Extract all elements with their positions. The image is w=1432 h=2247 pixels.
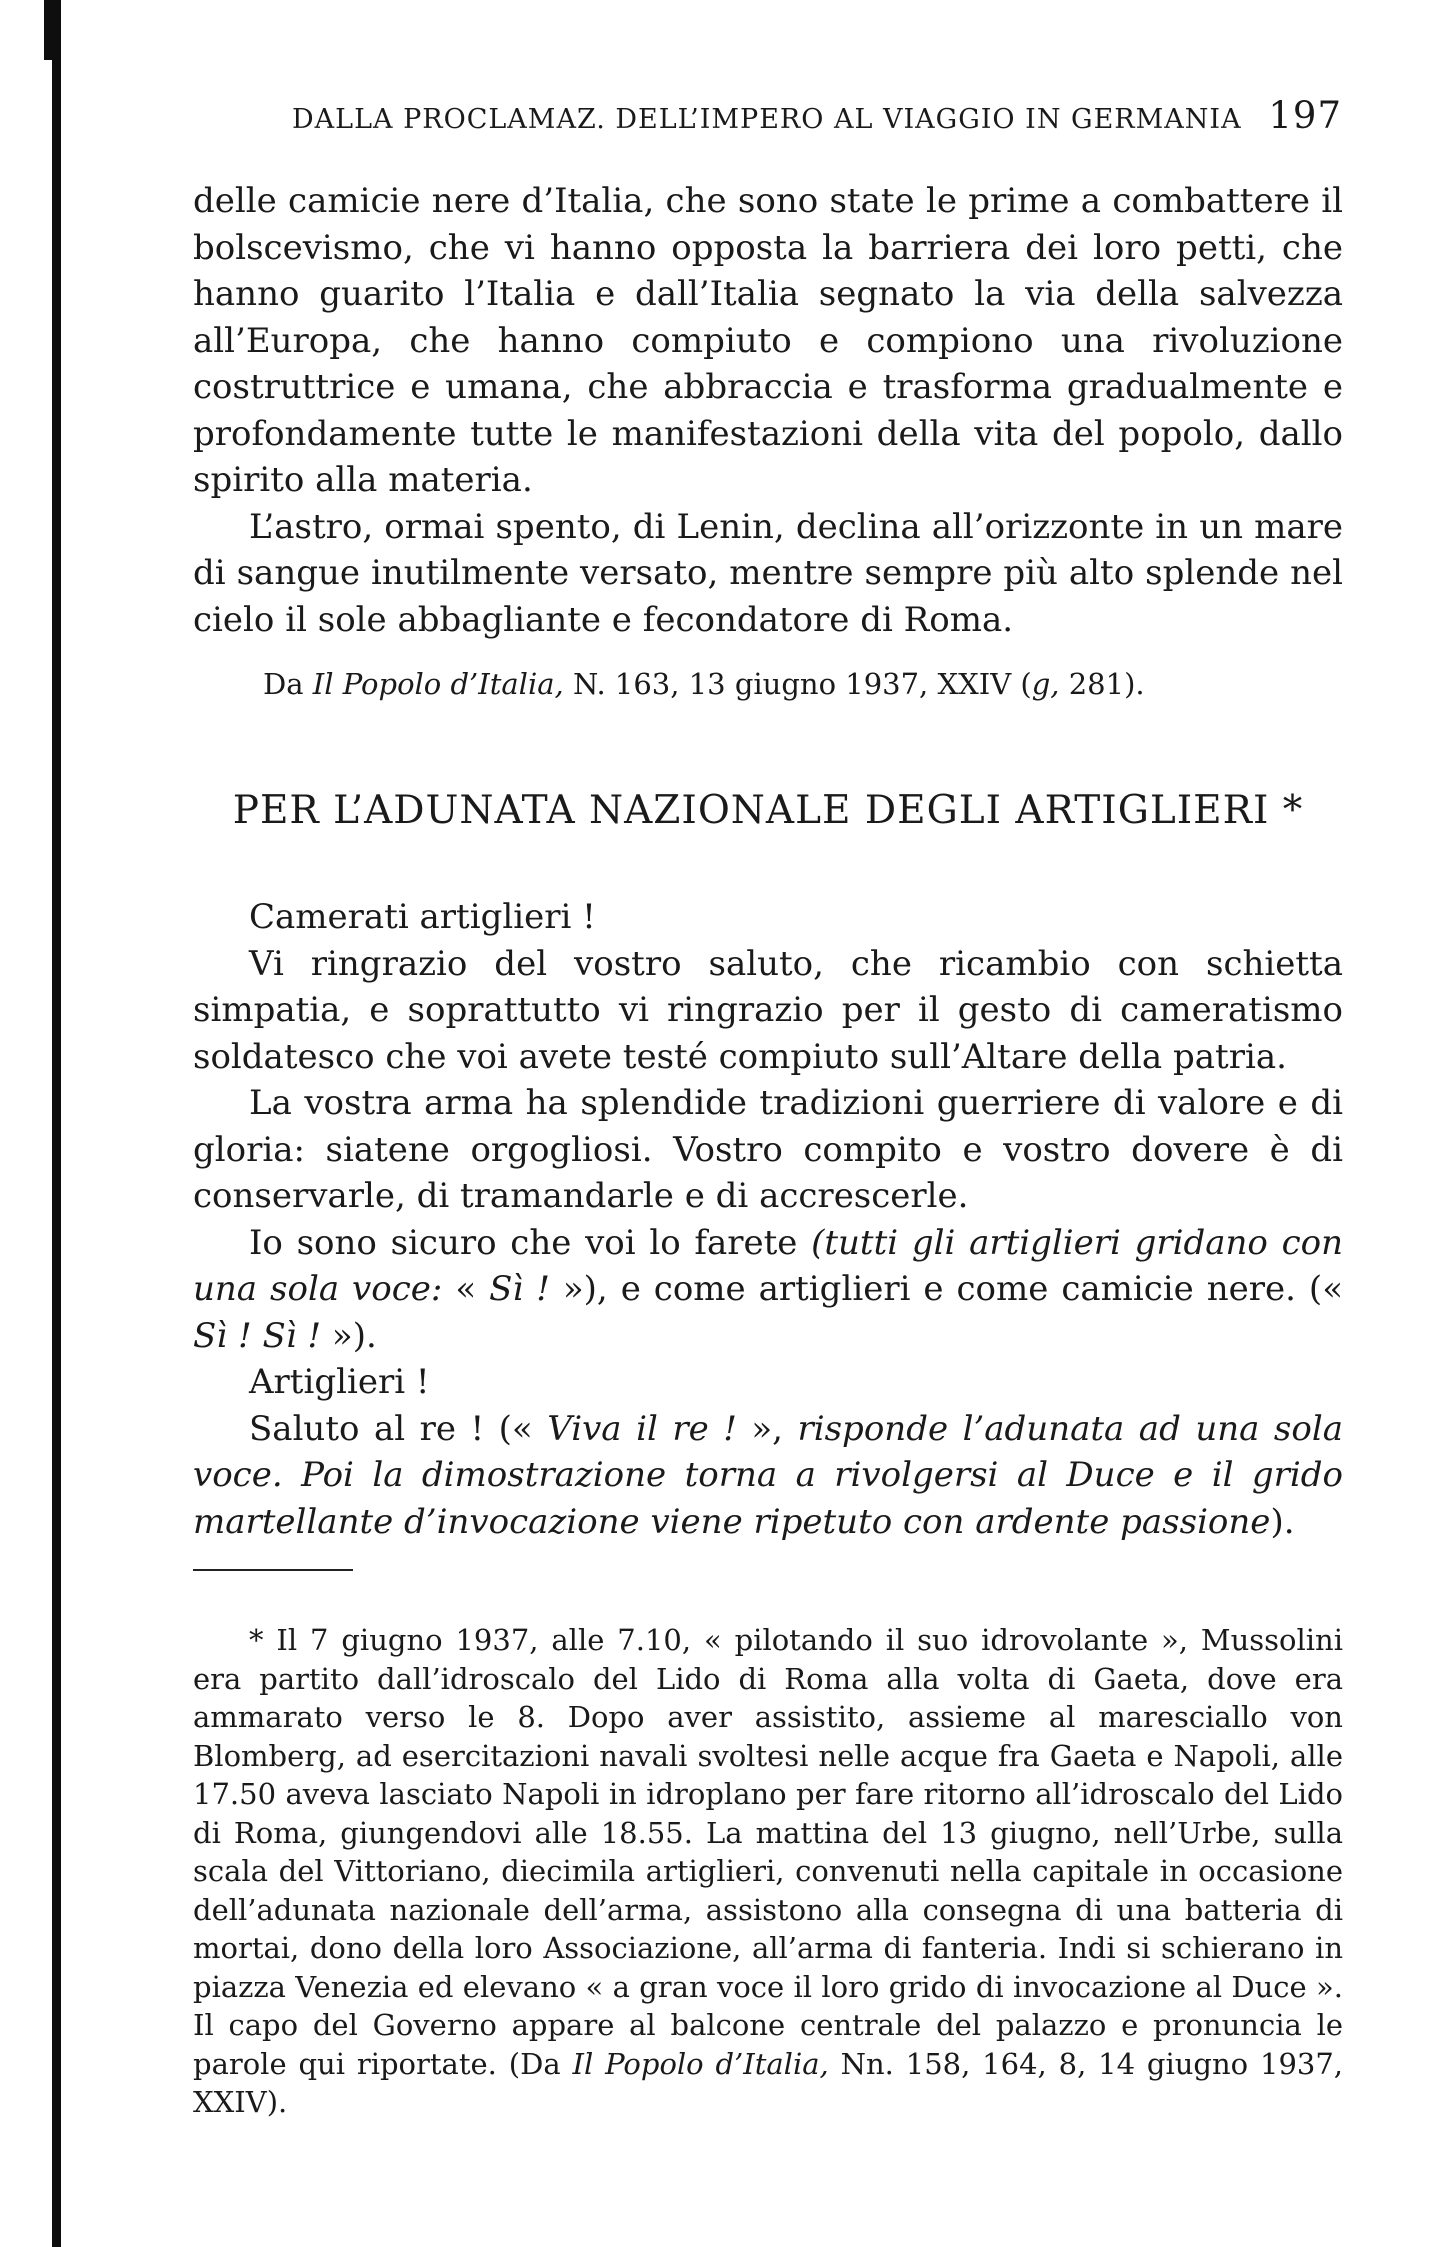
source-details: N. 163, 13 giugno 1937, XXIV (	[563, 667, 1032, 701]
footnote-paragraph	[193, 1621, 1343, 2122]
running-header	[292, 94, 1342, 137]
binding-notch	[44, 0, 52, 60]
crowd-shout: Sì ! Sì !	[193, 1315, 322, 1356]
footnote-source-prefix: (Da	[508, 2046, 573, 2081]
speech-text: Io sono sicuro che voi lo farete	[249, 1222, 812, 1263]
stage-direction: risponde l’adunata ad una sola voce. Poi la dimostrazione torna a rivolgersi al Duce e il grido martellante d’invocazione viene ripetuto con ardente passione	[193, 1408, 1343, 1542]
page-body	[193, 178, 1343, 1545]
lenin-paragraph: L’astro, ormai spento, di Lenin, declina all’orizzonte in un mare di sangue inutilmente versato, mentre sempre più alto splende nel cielo il sole abbagliante e fecondatore di Roma.	[193, 506, 1343, 640]
speech-text: ).	[1270, 1501, 1295, 1542]
speech-closing	[193, 1406, 1343, 1546]
source-g: g,	[1031, 667, 1060, 701]
footnote-rule	[193, 1569, 353, 1571]
stage-direction: (tutti gli artiglieri gridano con una sola voce:	[193, 1222, 1344, 1309]
page-number: 197	[1268, 94, 1342, 137]
speech-text: »), e come artiglieri e come camicie nere. («	[549, 1269, 1343, 1309]
footnote-source-newspaper: Il Popolo d’Italia,	[572, 2046, 829, 2081]
continued-paragraph: delle camicie nere d’Italia, che sono state le prime a combattere il bolscevismo, che vi hanno opposta la barriera dei loro petti, che hanno guarito l’Italia e dall’Italia segnato la via della salvezza all’Europa, che hanno compiuto e compiono una rivoluzione costruttrice e umana, che abbraccia e trasforma gradualmente e profondamente tutte le manifestazioni della vita del popolo, dallo spirito alla materia.	[193, 181, 1343, 500]
speech-paragraph: Vi ringrazio del vostro saluto, che ricambio con schietta simpatia, e soprattutto vi ringrazio per il gesto di cameratismo soldatesco che voi avete testé compiuto sull’Altare della patria.	[193, 943, 1343, 1077]
crowd-shout: Sì !	[489, 1269, 550, 1309]
speech-text: »,	[736, 1408, 798, 1449]
running-title: DALLA PROCLAMAZ. DELL’IMPERO AL VIAGGIO IN GERMANIA	[292, 104, 1242, 135]
footnote-source-details: Nn. 158, 164, 8, 14 giugno 1937, XXIV).	[193, 2046, 1344, 2119]
speech-paragraph	[193, 1220, 1343, 1360]
speech-title: PER L’ADUNATA NAZIONALE DEGLI ARTIGLIERI *	[232, 787, 1304, 833]
source-prefix: Da	[263, 667, 313, 701]
speech-greeting: Camerati artiglieri !	[249, 897, 596, 937]
source-citation	[193, 661, 1343, 708]
speech-text: »).	[321, 1315, 377, 1356]
speech-text: Saluto al re ! («	[249, 1408, 548, 1449]
speech-exclamation: Artiglieri !	[249, 1362, 430, 1402]
footnote-text: * Il 7 giugno 1937, alle 7.10, « pilotando il suo idrovolante », Mussolini era partito dall’idroscalo del Lido di Roma alla volta di Gaeta, dove era ammarato verso le 8. Dopo aver assistito, assieme al maresciallo von Blomberg, ad esercitazioni navali svoltesi nelle acque fra Gaeta e Napoli, alle 17.50 aveva lasciato Napoli in idroplano per fare ritorno all’idroscalo del Lido di Roma, giungendovi alle 18.55. La mattina del 13 giugno, nell’Urbe, sulla scala del Vittoriano, diecimila artiglieri, convenuti nella capitale in occasione dell’adunata nazionale dell’arma, assistono alla consegna di una batteria di mortai, dono della loro Associazione, all’arma di fanteria. Indi si schierano in piazza Venezia ed elevano « a gran voce il loro grido di invocazione al Duce ». Il capo del Governo appare al balcone centrale del palazzo e pronuncia le parole qui riportate.	[193, 1623, 1343, 2081]
binding-edge	[52, 0, 61, 2247]
speech-paragraph: La vostra arma ha splendide tradizioni guerriere di valore e di gloria: siatene orgogliosi. Vostro compito e vostro dovere è di conservarle, di tramandarle e di accrescerle.	[193, 1083, 1343, 1216]
source-newspaper: Il Popolo d’Italia,	[312, 667, 564, 701]
footnote	[193, 1621, 1343, 2122]
source-end: 281).	[1059, 667, 1145, 701]
crowd-shout: Viva il re !	[547, 1408, 737, 1449]
speech-text: «	[442, 1269, 490, 1309]
